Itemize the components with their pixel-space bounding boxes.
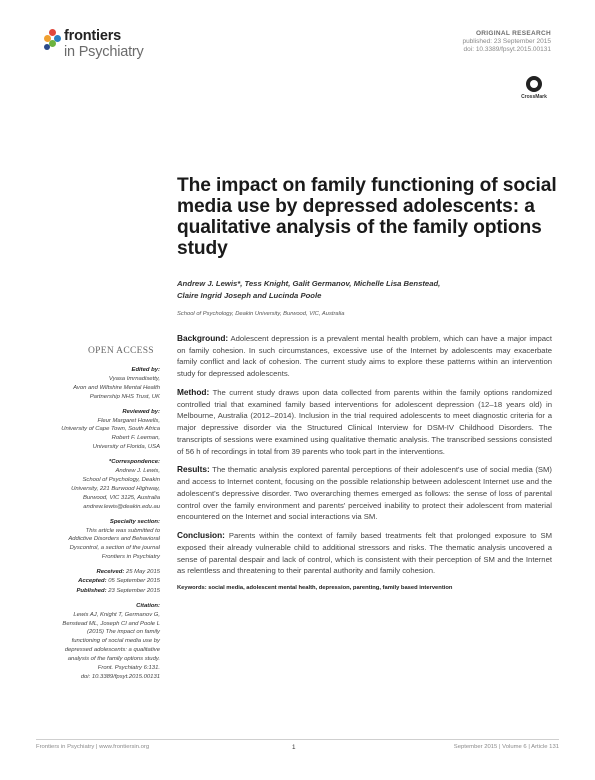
article-type: ORIGINAL RESEARCH — [475, 30, 551, 37]
reviewed-by-heading: Reviewed by: — [122, 408, 160, 415]
published-date-sidebar: Published: 23 September 2015 — [76, 587, 160, 594]
citation-block — [38, 602, 160, 682]
edited-by-block — [38, 366, 160, 402]
sidebar-line: University of Florida, USA — [92, 444, 160, 451]
footer-journal-link[interactable]: Frontiers in Psychiatry | www.frontiersin.org — [36, 744, 150, 750]
published-date: published: 23 September 2015 — [462, 38, 551, 45]
sidebar-line: School of Psychology, Deakin — [82, 476, 160, 483]
abstract-background — [177, 333, 552, 380]
sidebar-line: Avon and Wiltshire Mental Health — [73, 384, 160, 391]
correspondence-email[interactable]: andrew.lewis@deakin.edu.au — [83, 503, 160, 510]
section-heading: Conclusion: — [177, 530, 225, 541]
reviewed-by-block — [38, 408, 160, 453]
abstract-method — [177, 387, 552, 457]
keywords — [177, 584, 552, 592]
author-list — [177, 278, 507, 302]
author-line: Claire Ingrid Joseph and Lucinda Poole — [177, 291, 322, 300]
sidebar-line: Robert F. Leeman, — [111, 435, 160, 442]
sidebar-line: Dyscontrol, a section of the journal — [69, 545, 160, 552]
sidebar-line: Addictive Disorders and Behavioral — [68, 536, 160, 543]
sidebar-line: Frontiers in Psychiatry — [101, 554, 160, 561]
affiliation: School of Psychology, Deakin University, Burwood, VIC, Australia — [177, 311, 345, 317]
dates-block — [38, 568, 160, 596]
article-sidebar — [38, 366, 160, 688]
frontiers-logo-icon — [44, 29, 61, 51]
sidebar-line: Lewis AJ, Knight T, Germanov G, — [73, 611, 160, 618]
section-text: Adolescent depression is a prevalent mental health problem, which can have a major impact on family cohesion. In such circumstances, excessive use of the Internet by adolescents may exacerbate family conflict and lack of cohesion. The current study aims to explore these patterns within an intervention study for depressed adolescents. — [177, 334, 552, 379]
sidebar-line: Andrew J. Lewis, — [115, 468, 160, 475]
crossmark-label: CrossMark — [521, 94, 547, 100]
sidebar-line: Front. Psychiatry 6:131. — [97, 665, 160, 672]
sidebar-line: This article was submitted to — [85, 527, 160, 534]
doi-link[interactable]: doi: 10.3389/fpsyt.2015.00131 — [463, 46, 551, 53]
sidebar-line: functioning of social media use by — [71, 638, 160, 645]
footer-issue-info: September 2015 | Volume 6 | Article 131 — [453, 744, 559, 750]
page-number: 1 — [292, 744, 296, 751]
citation-heading: Citation: — [136, 602, 160, 609]
section-text: The thematic analysis explored parental perceptions of their adolescent's use of social media (SM) and access to Internet content, focusing on the possible relationship between adolescent Internet use and the adolescent's depressive disorder. Two overarching themes emerged as follows: the sense of loss of parental control over the family environment and parents' perceived inability to protect their adolescent from material encountered on the Internet and social interactions via SM. — [177, 465, 552, 522]
crossmark-icon — [526, 76, 542, 92]
article-meta-header — [462, 30, 551, 53]
correspondence-heading: *Correspondence: — [108, 459, 160, 466]
sidebar-line: Burwood, VIC 3125, Australia — [82, 494, 160, 501]
sidebar-line: Partnership NHS Trust, UK — [89, 393, 160, 400]
sidebar-line: Fleur Margaret Howells, — [97, 417, 160, 424]
footer-divider — [36, 739, 559, 740]
specialty-heading: Specialty section: — [109, 518, 160, 525]
abstract — [177, 333, 552, 592]
sidebar-line: Vyasa Imrnadisetty, — [108, 375, 160, 382]
section-text: Parents within the context of family based treatments felt that prolonged exposure to SM exposed their already vulnerable child to additional stressors and risks. The thematic analysis uncovered a sense of parental despair and lack of control, which is consistent with their perception of SM and the Internet as relentless and threatening to their parental authority and family cohesion. — [177, 531, 552, 576]
section-text: The current study draws upon data collected from parents within the family options randomized controlled trial that examined family based interventions for adolescent depression (12–18 years old) in Melbourne, Australia (2012–2014). Inclusion in the trial required adolescents to meet diagnostic criteria for a major depressive disorder via the Structured Clinical Interview for DSM-IV Childhood Disorders. The transcripts of sessions were examined using qualitative thematic analysis. The transcribed sessions consisted of 56 h of recordings in total from 39 parents who took part in the interventions. — [177, 388, 552, 456]
open-access-label: OPEN ACCESS — [88, 346, 154, 356]
sidebar-line: University of Cape Town, South Africa — [61, 426, 160, 433]
crossmark-badge[interactable] — [519, 76, 549, 100]
edited-by-heading: Edited by: — [131, 367, 160, 373]
sidebar-line: (2015) The impact on family — [86, 629, 160, 636]
correspondence-block — [38, 458, 160, 511]
specialty-block — [38, 518, 160, 563]
author-line: Andrew J. Lewis*, Tess Knight, Galit Germanov, Michelle Lisa Benstead, — [177, 279, 441, 288]
sidebar-line: Benstead ML, Joseph CI and Poole L — [62, 620, 160, 627]
section-heading: Method: — [177, 387, 210, 397]
logo-word-journal: in Psychiatry — [64, 44, 144, 60]
received-date: Received: 25 May 2015 — [96, 569, 160, 576]
abstract-conclusion — [177, 530, 552, 577]
logo-word-frontiers: frontiers — [64, 28, 122, 44]
section-heading: Results: — [177, 464, 210, 475]
sidebar-line: University, 221 Burwood Highway, — [71, 485, 160, 492]
keywords-heading: Keywords: — [177, 585, 207, 592]
sidebar-line: analysis of the family options study. — [67, 656, 160, 663]
sidebar-line: depressed adolescents: a qualitative — [64, 647, 160, 654]
article-title: The impact on family functioning of social media use by depressed adolescents: a qualitative analysis of the family options study — [177, 175, 557, 259]
keywords-text: social media, adolescent mental health, depression, parenting, family based intervention — [208, 585, 453, 592]
section-heading: Background: — [177, 333, 229, 343]
journal-logo — [44, 28, 164, 64]
accepted-date: Accepted: 05 September 2015 — [78, 578, 160, 585]
citation-doi-link[interactable]: doi: 10.3389/fpsyt.2015.00131 — [80, 673, 160, 680]
abstract-results — [177, 464, 552, 523]
